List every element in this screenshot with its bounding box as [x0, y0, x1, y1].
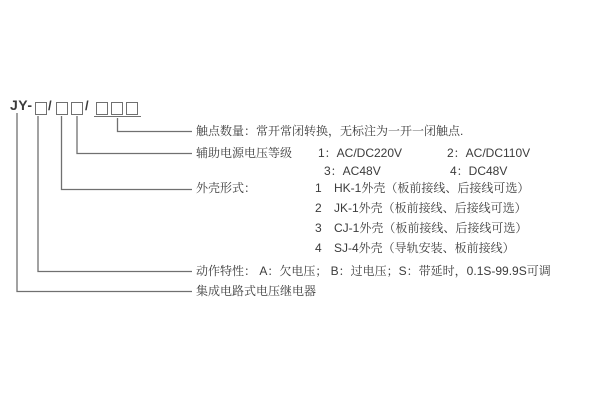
label-aux-power-voltage: 辅助电源电压等级: [196, 146, 293, 160]
code-box-aux-voltage: [71, 102, 83, 115]
label-product-name: 集成电路式电压继电器: [196, 284, 317, 298]
case-option-row: [315, 241, 515, 256]
code-box-action: [35, 102, 47, 115]
aux-power-option-4: 4：DC48V: [450, 164, 508, 178]
slash-separator: /: [48, 98, 52, 113]
case-option-row: [315, 201, 527, 216]
code-box-case: [56, 102, 68, 115]
case-option-row: [315, 181, 529, 196]
case-option-text: CJ-1外壳（板前接线、后接线可选）: [334, 221, 528, 235]
model-prefix: JY-: [10, 97, 33, 113]
code-box-contact-1: [96, 102, 108, 115]
case-option-text: SJ-4外壳（导轨安装、板前接线）: [334, 241, 515, 255]
case-option-num: 2: [315, 201, 322, 215]
aux-power-option-3: 3：AC48V: [324, 164, 381, 178]
aux-power-option-1: 1：AC/DC220V: [318, 146, 403, 160]
case-option-num: 4: [315, 241, 322, 255]
case-option-text: HK-1外壳（板前接线、后接线可选）: [334, 181, 530, 195]
code-box-contact-3: [126, 102, 138, 115]
case-option-text: JK-1外壳（板前接线、后接线可选）: [334, 201, 527, 215]
label-contact-quantity: 触点数量：常开常闭转换，无标注为一开一闭触点.: [196, 124, 464, 138]
label-action-characteristic: 动作特性： A：欠电压； B：过电压；S：带延时，0.1S-99.9S可调: [196, 264, 551, 278]
code-box-contact-2: [111, 102, 123, 115]
aux-power-option-2: 2：AC/DC110V: [447, 146, 531, 160]
contact-group-underline: [94, 116, 141, 117]
case-option-num: 1: [315, 181, 322, 195]
case-option-num: 3: [315, 221, 322, 235]
slash-separator: /: [85, 98, 89, 113]
case-option-row: [315, 221, 527, 236]
label-case-type: 外壳形式：: [196, 181, 257, 195]
